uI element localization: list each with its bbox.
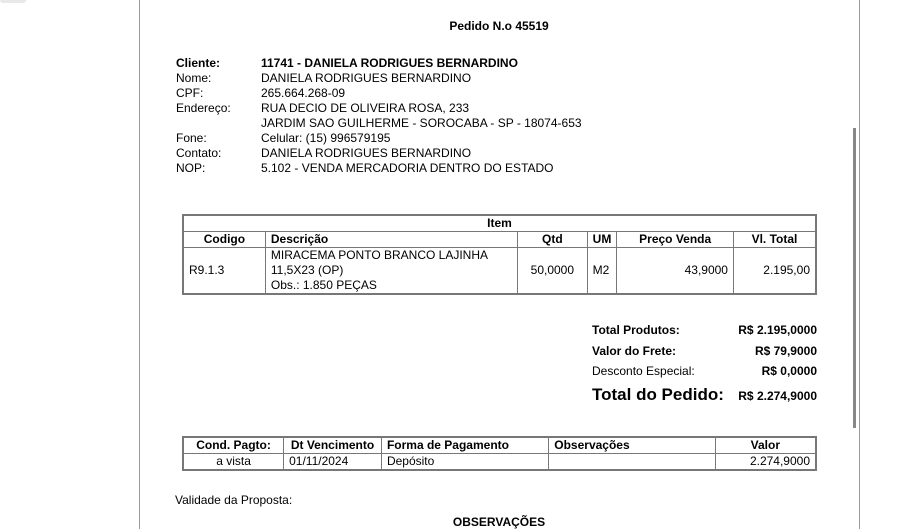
validade-label: Validade da Proposta: bbox=[175, 493, 293, 507]
label: Total Produtos: bbox=[592, 323, 680, 337]
total-produtos bbox=[592, 323, 817, 337]
info-label: Contato: bbox=[176, 146, 222, 160]
col-valor: Valor bbox=[715, 437, 816, 454]
info-row-cliente bbox=[176, 56, 582, 71]
col-codigo: Codigo bbox=[183, 232, 265, 248]
cell-codigo: R9.1.3 bbox=[183, 248, 265, 295]
info-label: CPF: bbox=[176, 86, 204, 100]
col-descricao: Descrição bbox=[265, 232, 517, 248]
info-row-nop bbox=[176, 161, 582, 176]
info-row-fone bbox=[176, 131, 582, 146]
info-row-cpf bbox=[176, 86, 582, 101]
info-label: Cliente: bbox=[176, 56, 221, 70]
desc-obs: Obs.: 1.850 PEÇAS bbox=[270, 278, 377, 292]
info-label: NOP: bbox=[176, 161, 206, 175]
info-value: DANIELA RODRIGUES BERNARDINO bbox=[261, 71, 472, 85]
col-observacoes: Observações bbox=[549, 437, 715, 454]
cell-preco: 43,9000 bbox=[617, 248, 734, 295]
col-preco: Preço Venda bbox=[617, 232, 734, 248]
info-value: 265.664.268-09 bbox=[261, 86, 346, 100]
cell-qtd: 50,0000 bbox=[518, 248, 588, 295]
order-title: Pedido N.o 45519 bbox=[449, 19, 549, 33]
col-cond-pagto: Cond. Pagto: bbox=[183, 437, 284, 454]
cell-forma: Depósito bbox=[381, 454, 548, 471]
col-qtd: Qtd bbox=[518, 232, 588, 248]
table-row bbox=[183, 248, 816, 295]
client-info bbox=[176, 56, 582, 176]
total-pedido bbox=[592, 385, 817, 405]
info-value: DANIELA RODRIGUES BERNARDINO bbox=[261, 146, 472, 160]
label: Total do Pedido: bbox=[592, 385, 724, 404]
info-label bbox=[176, 116, 261, 131]
label: Valor do Frete: bbox=[592, 344, 677, 358]
observacoes-title: OBSERVAÇÕES bbox=[452, 515, 546, 529]
info-value: 5.102 - VENDA MERCADORIA DENTRO DO ESTADO bbox=[261, 161, 554, 175]
value: R$ 2.274,9000 bbox=[738, 389, 817, 403]
page-right-border bbox=[859, 0, 860, 529]
value: R$ 2.195,0000 bbox=[738, 323, 817, 337]
scrollbar-thumb[interactable] bbox=[853, 128, 856, 428]
cell-um: M2 bbox=[587, 248, 617, 295]
col-total: Vl. Total bbox=[733, 232, 816, 248]
valor-frete bbox=[592, 344, 817, 358]
cell-venc: 01/11/2024 bbox=[284, 454, 382, 471]
info-value: 11741 - DANIELA RODRIGUES BERNARDINO bbox=[261, 56, 518, 70]
page-left-border bbox=[139, 0, 140, 529]
info-label: Nome: bbox=[176, 71, 212, 85]
items-table bbox=[182, 214, 817, 295]
window-corner bbox=[0, 0, 26, 3]
cell-valor: 2.274,9000 bbox=[715, 454, 816, 471]
info-row-endereco-2 bbox=[176, 116, 582, 131]
info-row-nome bbox=[176, 71, 582, 86]
table-row bbox=[183, 454, 816, 471]
items-caption: Item bbox=[183, 215, 816, 232]
value: R$ 0,0000 bbox=[761, 364, 817, 378]
col-dt-vencimento: Dt Vencimento bbox=[284, 437, 382, 454]
cell-cond: a vista bbox=[183, 454, 284, 471]
value: R$ 79,9000 bbox=[754, 344, 817, 358]
info-value: RUA DECIO DE OLIVEIRA ROSA, 233 bbox=[261, 101, 470, 115]
label: Desconto Especial: bbox=[592, 364, 695, 378]
col-forma-pagamento: Forma de Pagamento bbox=[381, 437, 548, 454]
desc-line: MIRACEMA PONTO BRANCO LAJINHA bbox=[270, 248, 489, 262]
cell-descricao bbox=[265, 248, 517, 295]
desc-line: 11,5X23 (OP) bbox=[270, 263, 344, 277]
payment-table bbox=[182, 436, 817, 471]
info-label: Fone: bbox=[176, 131, 207, 145]
info-value: JARDIM SAO GUILHERME - SOROCABA - SP - 18074-653 bbox=[261, 116, 582, 130]
info-row-contato bbox=[176, 146, 582, 161]
cell-total: 2.195,00 bbox=[733, 248, 816, 295]
desconto-especial bbox=[592, 364, 817, 378]
info-row-endereco bbox=[176, 101, 582, 116]
info-label: Endereço: bbox=[176, 101, 231, 115]
col-um: UM bbox=[587, 232, 617, 248]
info-value: Celular: (15) 996579195 bbox=[261, 131, 391, 145]
cell-obs bbox=[549, 454, 715, 471]
